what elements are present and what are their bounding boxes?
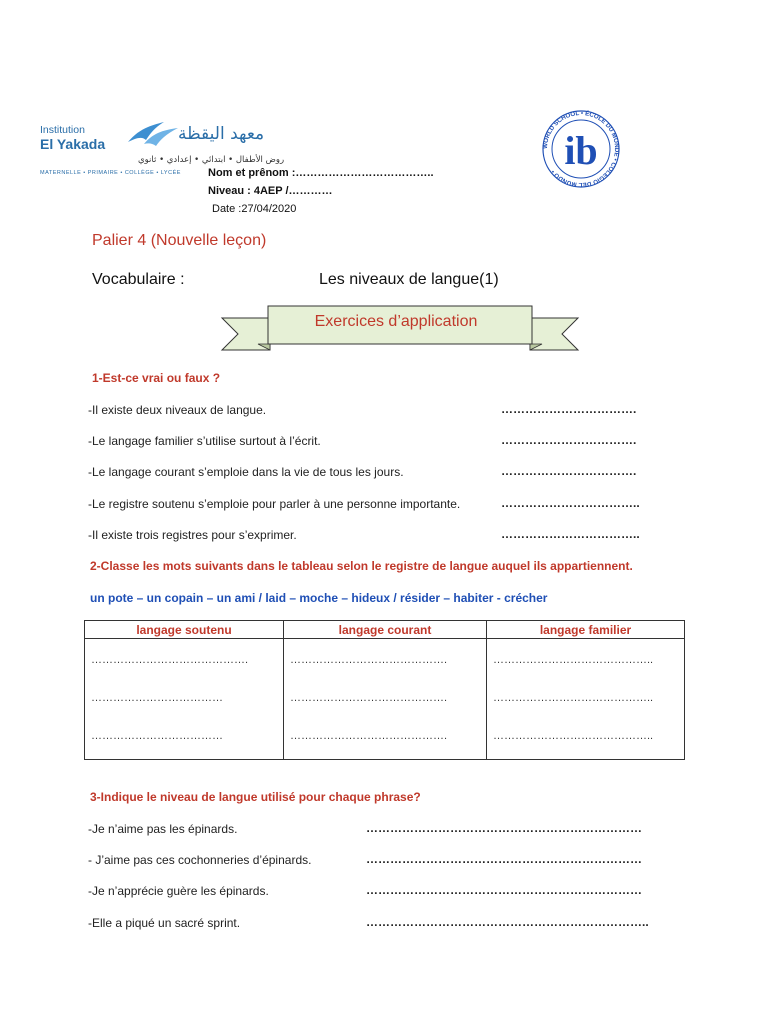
- ib-world-school-logo: [527, 108, 635, 190]
- vocabulary-heading: Vocabulaire :: [92, 271, 185, 288]
- table-blank: ………………………………: [91, 692, 223, 704]
- table-blank: ……………………………………..: [493, 730, 654, 742]
- column-header-familier: langage familier: [487, 621, 685, 639]
- institution-logo: [38, 112, 285, 176]
- q3-answer-blank: ……………………………………………………………..: [366, 915, 649, 929]
- q1-statement: -Le langage courant s’emploie dans la vie de tous les jours.: [88, 465, 404, 479]
- q1-statement: -Il existe trois registres pour s’exprimer.: [88, 528, 297, 542]
- table-blank: …………………………………….: [290, 654, 448, 666]
- q1-statement: -Le registre soutenu s’emploie pour parler à une personne importante.: [88, 497, 461, 511]
- q1-answer-blank: ……………………………..: [501, 496, 640, 510]
- banner-title: Exercices d’application: [314, 313, 478, 330]
- table-blank: …………………………………….: [290, 692, 448, 704]
- logo-arabic-subtitle: روض الأطفال • ابتدائي • إعدادي • ثانوي: [138, 155, 285, 165]
- q1-statement: -Il existe deux niveaux de langue.: [88, 403, 267, 417]
- register-table: [84, 620, 685, 760]
- q3-answer-blank: ……………………………………………………………: [366, 852, 642, 866]
- table-blank: ……………………………………..: [493, 654, 654, 666]
- q1-answer-blank: …………………………….: [501, 433, 637, 447]
- table-blank: ……………………………………..: [493, 692, 654, 704]
- table-blank: ………………………………: [91, 730, 223, 742]
- bird-icon: [124, 116, 180, 152]
- question-3-title: 3-Indique le niveau de langue utilisé pour chaque phrase?: [90, 790, 421, 804]
- table-blank: …………………………………….: [91, 654, 249, 666]
- table-cell-familier: [487, 639, 685, 760]
- q3-sentence: - J’aime pas ces cochonneries d’épinards.: [88, 853, 312, 867]
- question-1-title: 1-Est-ce vrai ou faux ?: [92, 371, 221, 385]
- q1-statement: -Le langage familier s’utilise surtout à l’écrit.: [88, 434, 321, 448]
- logo-arabic-name: معهد اليقظة: [178, 124, 265, 144]
- q3-sentence: -Je n’apprécie guère les épinards.: [88, 884, 269, 898]
- q1-answer-blank: …………………………….: [501, 464, 637, 478]
- logo-levels: MATERNELLE • PRIMAIRE • COLLÈGE • LYCÉE: [40, 170, 181, 176]
- column-header-soutenu: langage soutenu: [85, 621, 284, 639]
- q1-answer-blank: …………………………….: [501, 402, 637, 416]
- table-cell-courant: [284, 639, 487, 760]
- logo-school-name: El Yakada: [40, 136, 106, 152]
- ib-ring-text: WORLD SCHOOL • ÉCOLE DU MONDE • COLEGIO DEL MUNDO •: [541, 109, 621, 189]
- lesson-title: Les niveaux de langue(1): [319, 271, 499, 288]
- q3-answer-blank: ……………………………………………………………: [366, 883, 642, 897]
- student-name-field: Nom et prênom :………………………………..: [208, 167, 434, 179]
- q1-answer-blank: ……………………………..: [501, 527, 640, 541]
- table-blank: …………………………………….: [290, 730, 448, 742]
- q3-sentence: -Je n’aime pas les épinards.: [88, 822, 238, 836]
- level-field: Niveau : 4AEP /…………: [208, 185, 333, 197]
- column-header-courant: langage courant: [284, 621, 487, 639]
- question-2-title: 2-Classe les mots suivants dans le tableau selon le registre de langue auquel ils appartiennent.: [90, 559, 633, 573]
- date-field: Date :27/04/2020: [212, 203, 297, 215]
- logo-institution-label: Institution: [40, 124, 85, 136]
- q3-sentence: -Elle a piqué un sacré sprint.: [88, 916, 241, 930]
- q3-answer-blank: ……………………………………………………………: [366, 821, 642, 835]
- palier-heading: Palier 4 (Nouvelle leçon): [92, 232, 267, 249]
- word-list: un pote – un copain – un ami / laid – moche – hideux / résider – habiter - crécher: [90, 591, 548, 605]
- table-cell-soutenu: [85, 639, 284, 760]
- ib-letters: ib: [564, 128, 598, 173]
